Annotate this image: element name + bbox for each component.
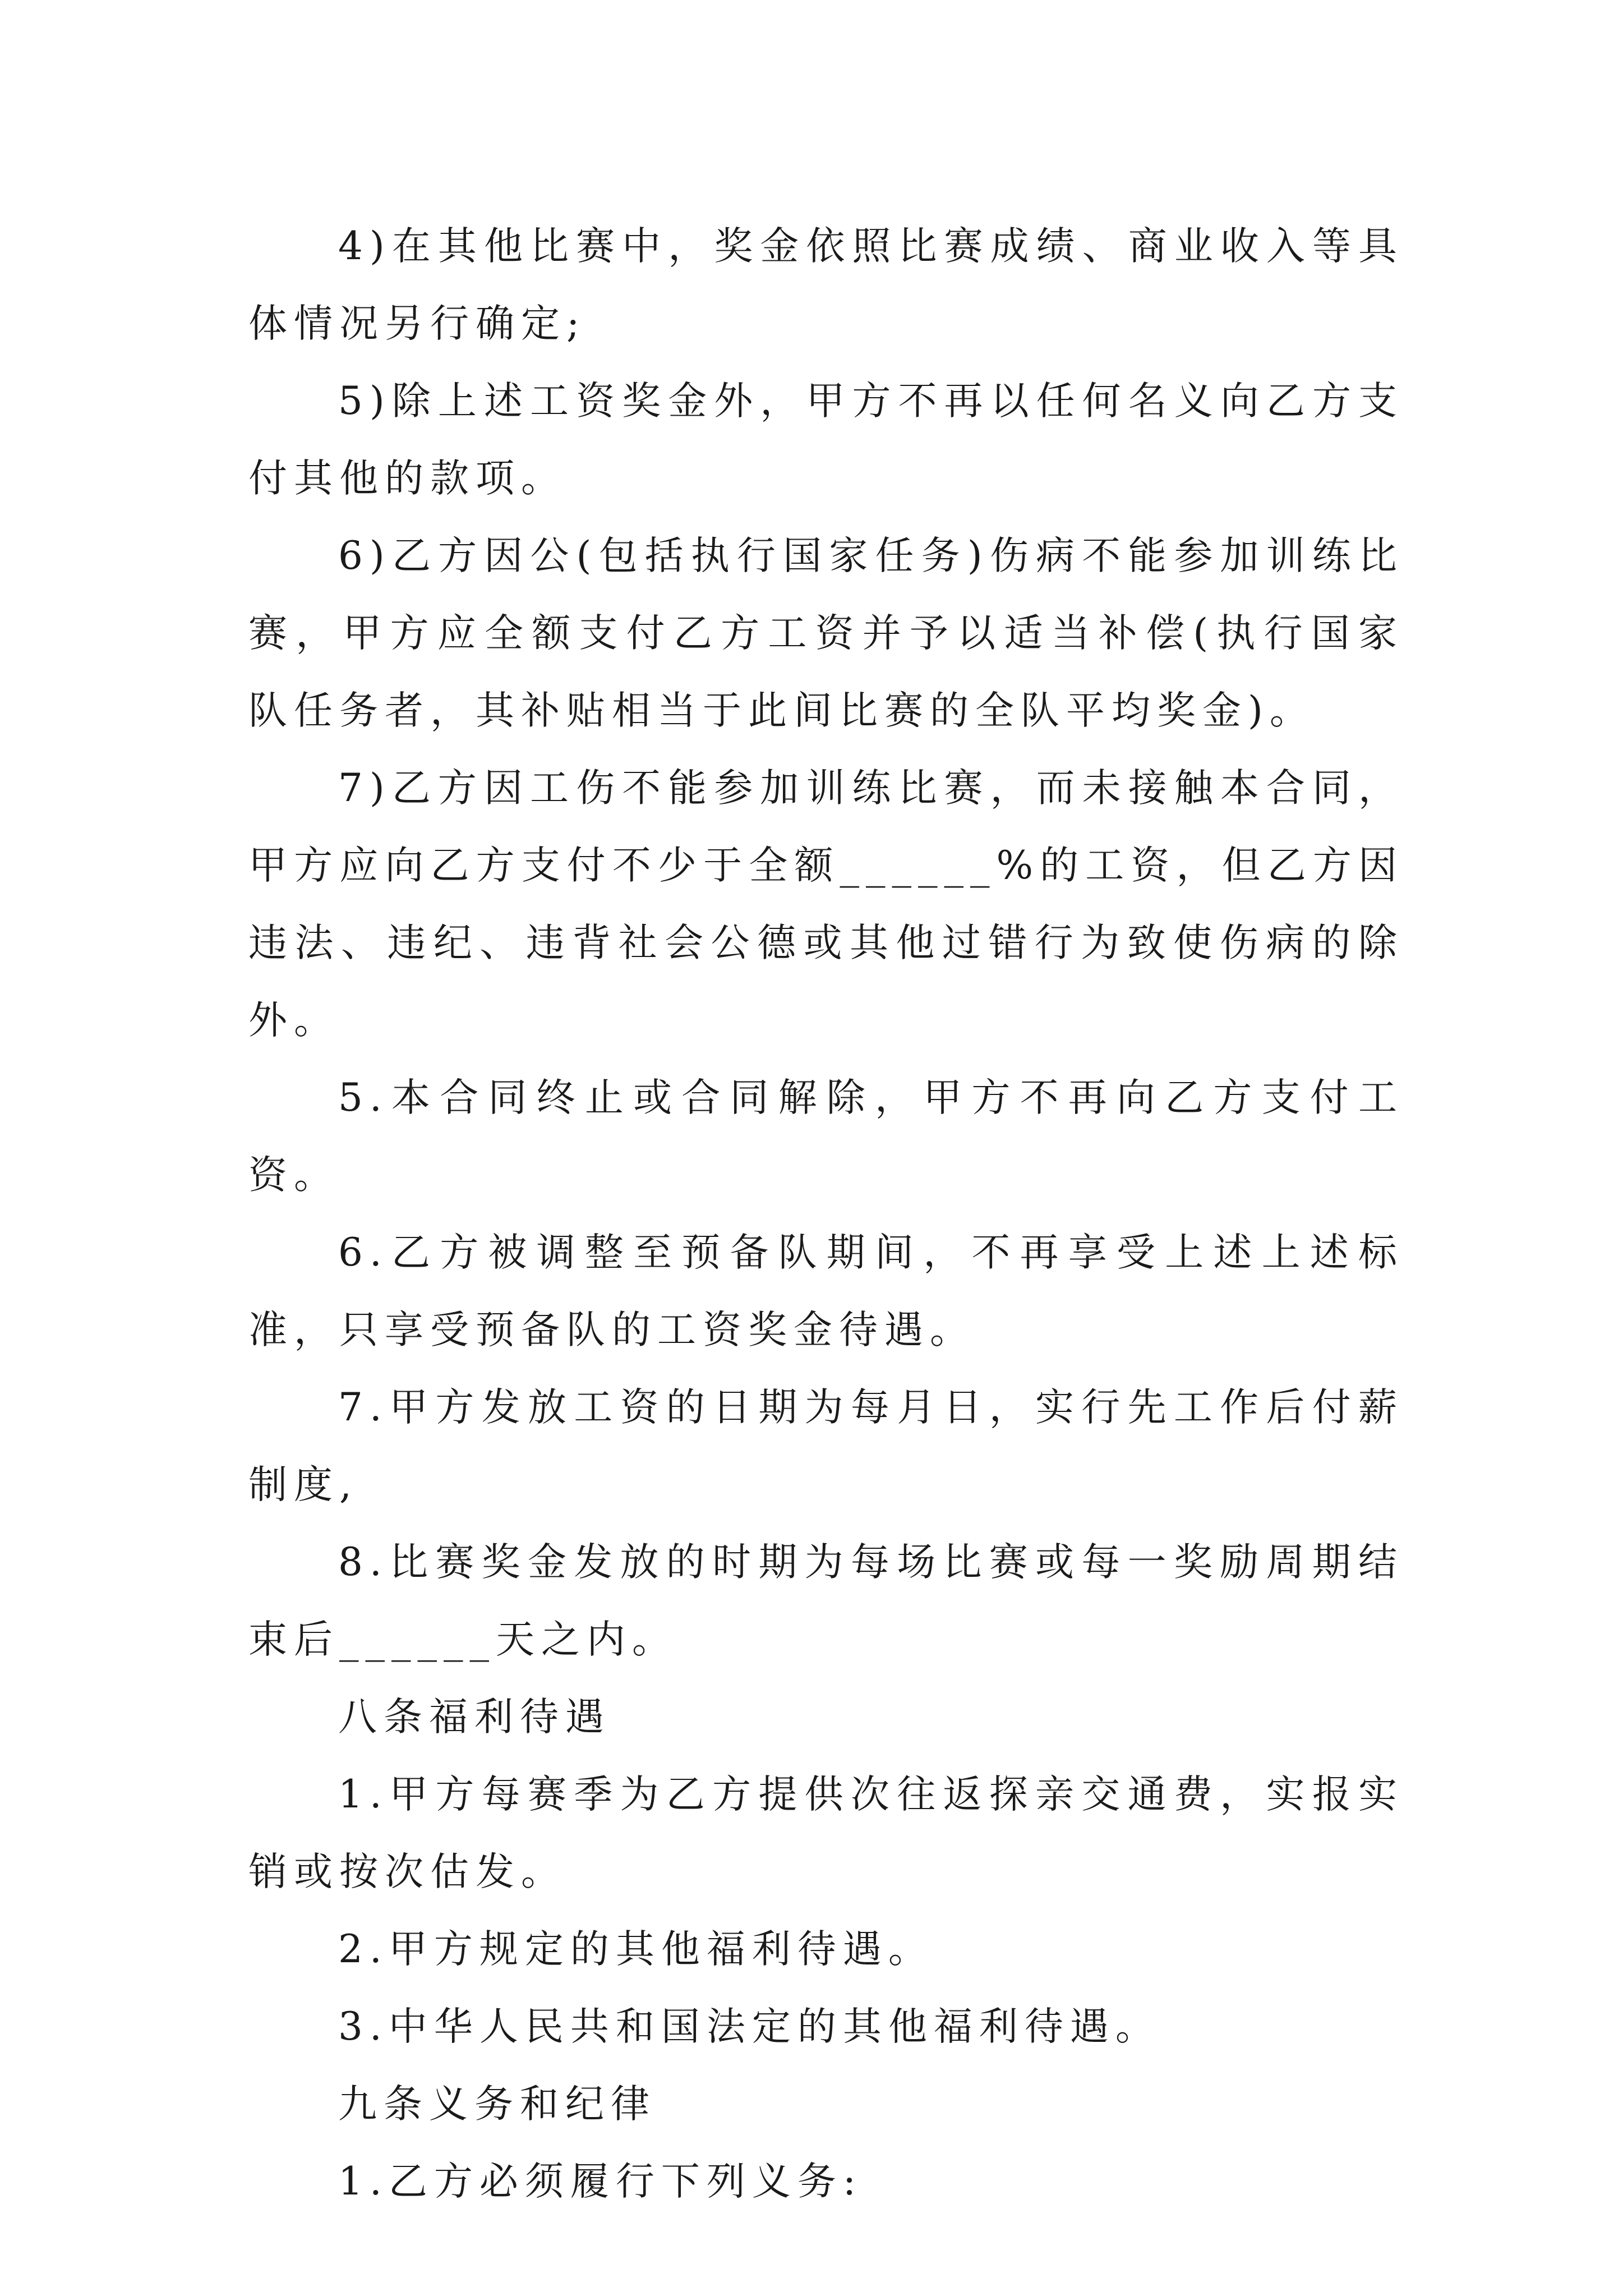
paragraph-work-injury: 7)乙方因工伤不能参加训练比赛，而未接触本合同，甲方应向乙方支付不少于全额______%的工资，但乙方因违法、违纪、违背社会公德或其他过错行为致使伤病的除外。 bbox=[248, 766, 1404, 1043]
paragraph-travel-allowance: 1.甲方每赛季为乙方提供次往返探亲交通费，实报实销或按次估发。 bbox=[248, 1772, 1404, 1894]
paragraph-bonus-timing: 8.比赛奖金发放的时期为每场比赛或每一奖励周期结束后______天之内。 bbox=[248, 1540, 1404, 1662]
paragraph-other-welfare: 2.甲方规定的其他福利待遇。 bbox=[338, 1927, 934, 1972]
paragraph-statutory-welfare: 3.中华人民共和国法定的其他福利待遇。 bbox=[338, 2004, 1161, 2049]
paragraph-no-other-payments: 5)除上述工资奖金外，甲方不再以任何名义向乙方支付其他的款项。 bbox=[248, 379, 1404, 501]
paragraph-public-injury: 6)乙方因公(包括执行国家任务)伤病不能参加训练比赛，甲方应全额支付乙方工资并予以适当补偿(执行国家队任务者，其补贴相当于此间比赛的全队平均奖金)。 bbox=[248, 533, 1404, 733]
paragraph-payday: 7.甲方发放工资的日期为每月日，实行先工作后付薪制度, bbox=[248, 1385, 1404, 1507]
section-heading-welfare: 八条福利待遇 bbox=[338, 1695, 611, 1740]
paragraph-reserve-team: 6.乙方被调整至预备队期间，不再享受上述上述标准，只享受预备队的工资奖金待遇。 bbox=[248, 1230, 1404, 1352]
document-body bbox=[248, 208, 1404, 2220]
paragraph-bonus-other-matches: 4)在其他比赛中，奖金依照比赛成绩、商业收入等具体情况另行确定; bbox=[248, 224, 1404, 346]
paragraph-contract-termination: 5.本合同终止或合同解除，甲方不再向乙方支付工资。 bbox=[248, 1075, 1404, 1198]
paragraph-obligations-intro: 1.乙方必须履行下列义务: bbox=[338, 2159, 863, 2204]
section-heading-obligations: 九条义务和纪律 bbox=[338, 2082, 656, 2127]
